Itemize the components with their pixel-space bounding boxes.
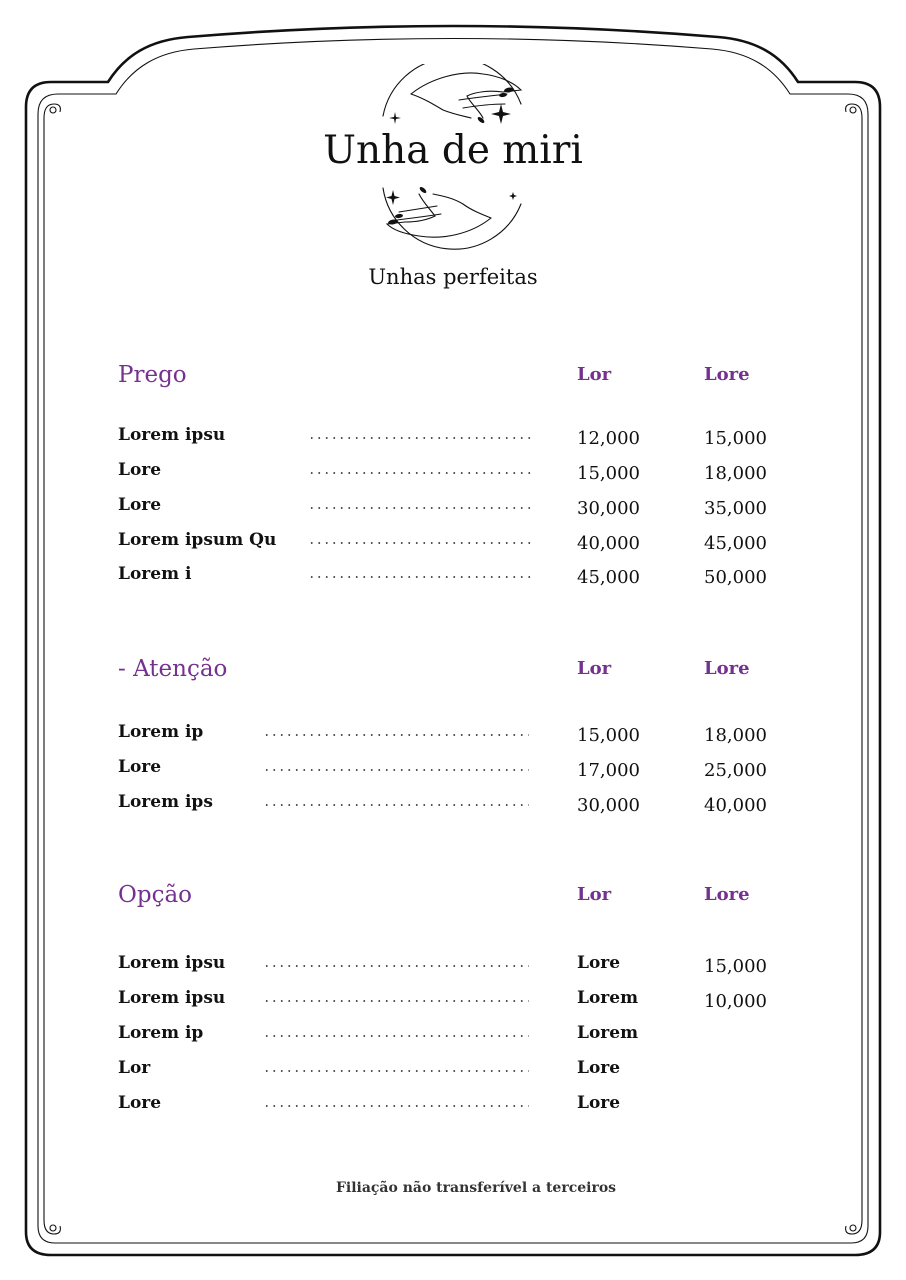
price-b: 10,000 [704, 991, 767, 1012]
column-header-a: Lor [577, 364, 612, 385]
price-a: 15,000 [577, 463, 640, 484]
item-name: Lorem ipsu [118, 953, 226, 973]
section-title: Opção [118, 882, 193, 908]
list-item [118, 1023, 818, 1053]
price-b: 15,000 [704, 428, 767, 449]
dot-leader [308, 507, 532, 509]
item-name: Lorem ipsu [118, 988, 226, 1008]
column-header-a: Lor [577, 658, 612, 679]
price-a: 12,000 [577, 428, 640, 449]
list-item [118, 425, 818, 455]
dot-leader [308, 472, 532, 474]
item-name: Lorem ips [118, 792, 213, 812]
item-name: Lorem ipsum Qu [118, 530, 277, 550]
footer-note: Filiação não transferível a terceiros [335, 1180, 617, 1196]
section-prego [118, 362, 818, 602]
item-name: Lore [118, 460, 162, 480]
section-opcao [118, 882, 818, 1122]
price-a: 30,000 [577, 795, 640, 816]
list-item [118, 953, 818, 983]
brand-name: Unha de miri [323, 128, 583, 173]
list-item [118, 564, 818, 594]
item-name: Lore [118, 757, 162, 777]
tagline: Unhas perfeitas [368, 265, 538, 289]
dot-leader [308, 576, 532, 578]
column-header-b: Lore [704, 364, 750, 385]
dot-leader [263, 769, 529, 771]
item-name: Lor [118, 1058, 151, 1078]
option-a: Lore [577, 1093, 621, 1113]
price-b: 18,000 [704, 463, 767, 484]
item-name: Lore [118, 495, 162, 515]
list-item [118, 530, 818, 560]
item-name: Lore [118, 1093, 162, 1113]
item-name: Lorem ip [118, 1023, 204, 1043]
option-a: Lore [577, 1058, 621, 1078]
option-a: Lorem [577, 1023, 639, 1043]
dot-leader [308, 542, 532, 544]
list-item [118, 988, 818, 1018]
section-atencao [118, 656, 818, 826]
section-title: - Atenção [118, 656, 228, 682]
dot-leader [263, 1035, 529, 1037]
dot-leader [263, 965, 529, 967]
dot-leader [263, 1105, 529, 1107]
item-name: Lorem i [118, 564, 192, 584]
option-a: Lorem [577, 988, 639, 1008]
dot-leader [263, 734, 529, 736]
column-header-b: Lore [704, 658, 750, 679]
price-b: 50,000 [704, 567, 767, 588]
price-a: 40,000 [577, 533, 640, 554]
dot-leader [263, 804, 529, 806]
list-item [118, 495, 818, 525]
list-item [118, 792, 818, 822]
price-b: 25,000 [704, 760, 767, 781]
list-item [118, 1093, 818, 1123]
price-a: 45,000 [577, 567, 640, 588]
item-name: Lorem ip [118, 722, 204, 742]
list-item [118, 1058, 818, 1088]
column-header-b: Lore [704, 884, 750, 905]
dot-leader [263, 1000, 529, 1002]
section-title: Prego [118, 362, 187, 388]
item-name: Lorem ipsu [118, 425, 226, 445]
dot-leader [263, 1070, 529, 1072]
price-b: 40,000 [704, 795, 767, 816]
price-b: 45,000 [704, 533, 767, 554]
price-b: 15,000 [704, 956, 767, 977]
list-item [118, 460, 818, 490]
list-item [118, 722, 818, 752]
list-item [118, 757, 818, 787]
column-header-a: Lor [577, 884, 612, 905]
option-a: Lore [577, 953, 621, 973]
dot-leader [308, 437, 532, 439]
price-a: 15,000 [577, 725, 640, 746]
price-b: 18,000 [704, 725, 767, 746]
price-a: 17,000 [577, 760, 640, 781]
price-a: 30,000 [577, 498, 640, 519]
price-b: 35,000 [704, 498, 767, 519]
